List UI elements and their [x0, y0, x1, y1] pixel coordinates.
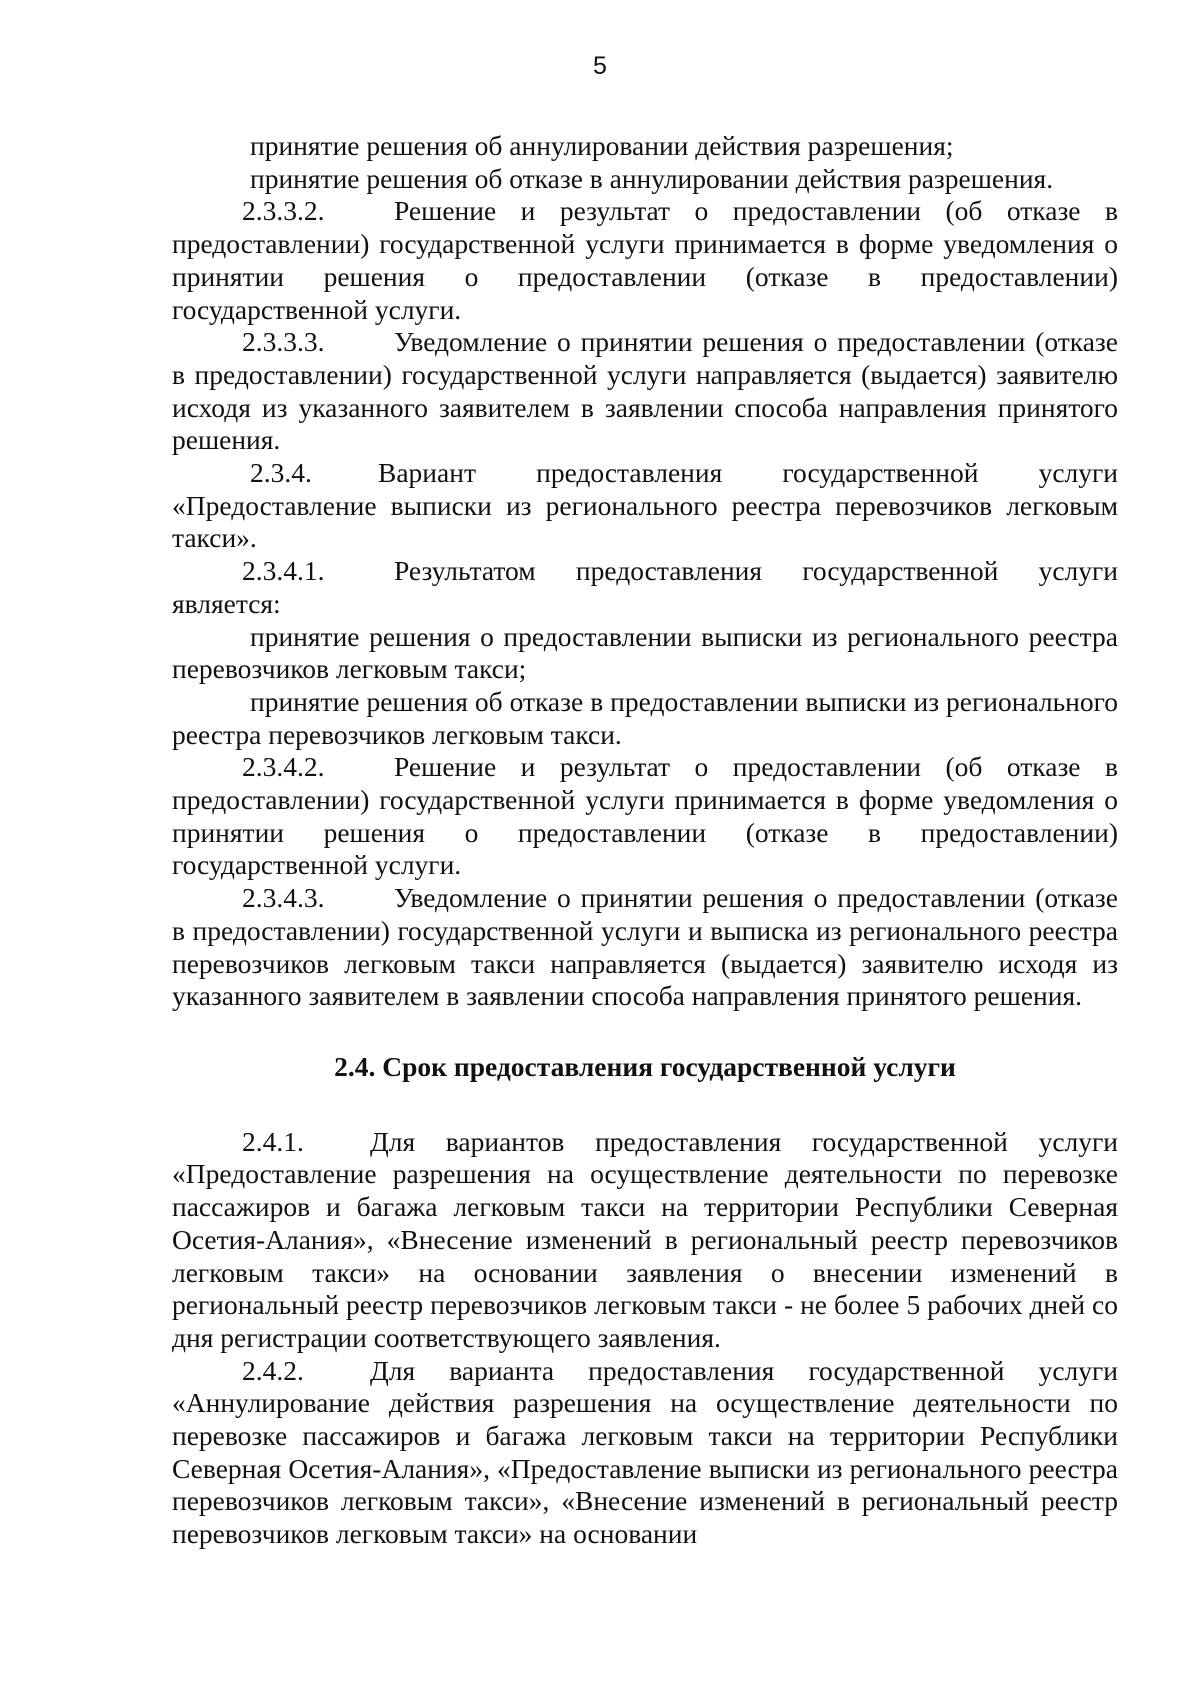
paragraph-text: Решение и результат о предоставлении (об отказе в предоставлении) государственной услуги принимается в форме уведомления о принятии решения о предоставлении (отказе в предоставлении) государственной услуги. — [172, 195, 1118, 325]
numbered-paragraph — [172, 1355, 1118, 1551]
paragraph-text: Вариант предоставления государственной услуги «Предоставление выписки из регионального реестра перевозчиков легковым такси». — [172, 457, 1118, 554]
paragraph-text: Уведомление о принятии решения о предоставлении (отказе в предоставлении) государственной услуги направляется (выдается) заявителю исходя из указанного заявителем в заявлении способа направления принятого решения. — [172, 326, 1118, 456]
paragraph-text: принятие решения об отказе в аннулировании действия разрешения. — [250, 162, 1054, 194]
clause-number: 2.3.4.1. — [242, 555, 325, 587]
numbered-paragraph — [172, 195, 1118, 326]
numbered-paragraph — [172, 457, 1118, 555]
paragraph — [172, 163, 1118, 196]
numbered-paragraph — [172, 751, 1118, 882]
paragraph — [172, 686, 1118, 751]
clause-number: 2.3.3.2. — [242, 195, 325, 227]
paragraph-text: Для вариантов предоставления государственной услуги «Предоставление разрешения на осуществление деятельности по перевозке пассажиров и багажа легковым такси на территории Республики Северная Осетия-Алания», «Внесение изменений в региональный реестр перевозчиков легковым такси» на основании заявления о внесении изменений в региональный реестр перевозчиков легковым такси - не более 5 рабочих дней со дня регистрации соответствующего заявления. — [172, 1125, 1118, 1353]
paragraph-text: Решение и результат о предоставлении (об отказе в предоставлении) государственной услуги принимается в форме уведомления о принятии решения о предоставлении (отказе в предоставлении) государственной услуги. — [172, 751, 1118, 881]
clause-number: 2.3.4. — [250, 457, 312, 489]
paragraph — [172, 621, 1118, 686]
paragraph-text: принятие решения об отказе в предоставлении выписки из регионального реестра перевозчиков легковым такси. — [172, 685, 1118, 750]
paragraph-text: Уведомление о принятии решения о предоставлении (отказе в предоставлении) государственной услуги и выписка из регионального реестра перевозчиков легковым такси направляется (выдается) заявителю исходя из указанного заявителем в заявлении способа направления принятого решения. — [172, 882, 1118, 1012]
numbered-paragraph — [172, 1126, 1118, 1355]
paragraph-text: Результатом предоставления государственной услуги является: — [172, 555, 1118, 619]
clause-number: 2.3.3.3. — [242, 326, 325, 358]
numbered-paragraph — [172, 326, 1118, 457]
page-number: 5 — [593, 52, 607, 80]
numbered-paragraph — [172, 882, 1118, 1013]
document-body — [172, 130, 1118, 1551]
clause-number: 2.3.4.2. — [242, 751, 325, 783]
paragraph-text: принятие решения об аннулировании действия разрешения; — [250, 130, 954, 161]
numbered-paragraph — [172, 555, 1118, 620]
paragraph-text: Для варианта предоставления государственной услуги «Аннулирование действия разрешения на осуществление деятельности по перевозке пассажиров и багажа легковым такси на территории Республики Северная Осетия-Алания», «Предоставление выписки из регионального реестра перевозчиков легковым такси», «Внесение изменений в региональный реестр перевозчиков легковым такси» на основании — [172, 1354, 1118, 1550]
clause-number: 2.4.1. — [242, 1125, 304, 1157]
paragraph-text: принятие решения о предоставлении выписки из регионального реестра перевозчиков легковым такси; — [172, 620, 1118, 685]
clause-number: 2.3.4.3. — [242, 882, 325, 914]
section-heading: 2.4. Срок предоставления государственной услуги — [334, 1050, 956, 1082]
paragraph — [172, 130, 1118, 163]
clause-number: 2.4.2. — [242, 1354, 304, 1386]
